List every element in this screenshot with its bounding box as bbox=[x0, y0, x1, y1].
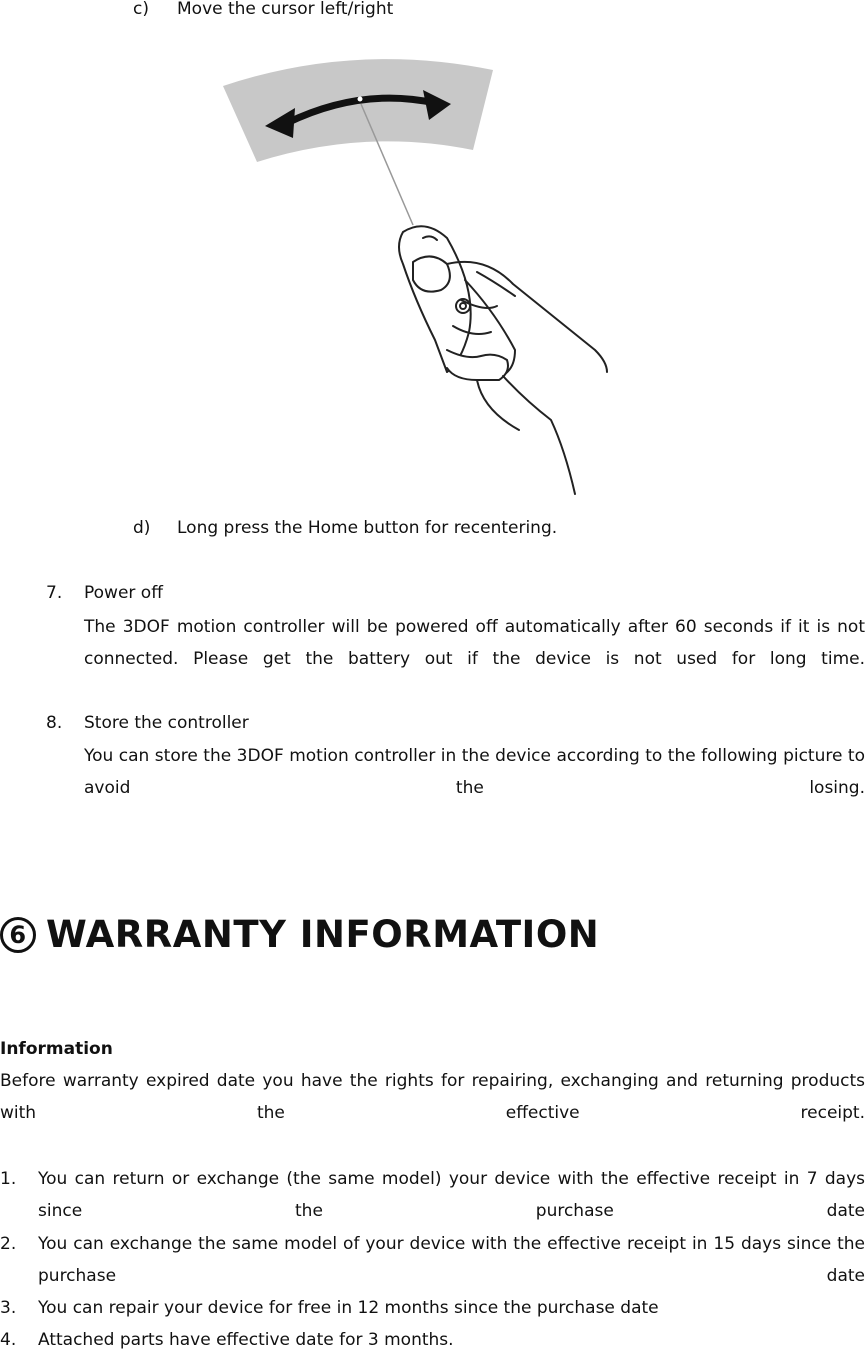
controller-hand-icon bbox=[399, 226, 607, 494]
warranty-item-3-number: 3. bbox=[0, 1298, 17, 1318]
step-d-text: Long press the Home button for recentering. bbox=[177, 518, 558, 538]
warranty-item-2-number: 2. bbox=[0, 1234, 17, 1254]
step-c-marker: c) bbox=[133, 0, 149, 19]
section-8-body: You can store the 3DOF motion controller in the device according to the following picture to avoid the losing. bbox=[84, 746, 865, 798]
section-8-title: Store the controller bbox=[84, 713, 249, 733]
circled-number-icon: 6 bbox=[0, 917, 36, 953]
controller-cursor-illustration bbox=[215, 50, 635, 500]
cursor-arc-band bbox=[223, 59, 493, 162]
warranty-item-4-text: Attached parts have effective date for 3 months. bbox=[38, 1330, 454, 1350]
cursor-dot bbox=[358, 97, 363, 102]
information-subheading: Information bbox=[0, 1039, 113, 1059]
section-8-number: 8. bbox=[46, 713, 63, 733]
warranty-item-1-text: You can return or exchange (the same model) your device with the effective receipt in 7 days since the purchase date bbox=[38, 1169, 865, 1221]
warranty-intro: Before warranty expired date you have the rights for repairing, exchanging and returning products with the effective receipt. bbox=[0, 1071, 865, 1123]
warranty-item-1-number: 1. bbox=[0, 1169, 17, 1189]
warranty-item-4-number: 4. bbox=[0, 1330, 17, 1350]
warranty-item-2-text: You can exchange the same model of your device with the effective receipt in 15 days since the purchase date bbox=[38, 1234, 865, 1286]
section-7-body: The 3DOF motion controller will be powered off automatically after 60 seconds if it is not connected. Please get the battery out if the device is not used for long time. bbox=[84, 617, 865, 669]
step-c-text: Move the cursor left/right bbox=[177, 0, 394, 19]
section-7-number: 7. bbox=[46, 583, 63, 603]
warranty-heading-text: WARRANTY INFORMATION bbox=[46, 913, 600, 956]
section-7-title: Power off bbox=[84, 583, 163, 603]
warranty-heading bbox=[0, 910, 599, 960]
warranty-item-3-text: You can repair your device for free in 12 months since the purchase date bbox=[38, 1298, 659, 1318]
step-d-marker: d) bbox=[133, 518, 151, 538]
